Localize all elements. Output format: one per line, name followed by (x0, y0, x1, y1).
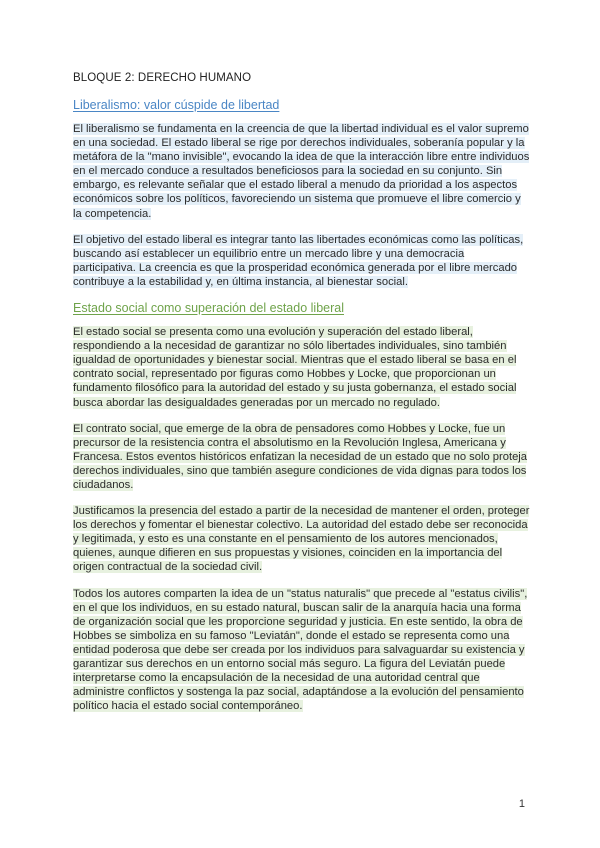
highlighted-text: El estado social se presenta como una evolución y superación del estado liberal, respondiendo a la necesidad de garantizar no sólo libertades individuales, sino también igualdad de oportunidades y bienestar social. Mientras que el estado liberal se basa en el contrato social, representado por figuras como Hobbes y Locke, que proporcionan un fundamento filosófico para la autoridad del estado y su justa gobernanza, el estado social busca abordar las desigualdades generadas por un mercado no regulado. (73, 326, 517, 409)
paragraph (73, 325, 530, 410)
highlighted-text: Todos los autores comparten la idea de un "status naturalis" que precede al "estatus civilis", en el que los individuos, en su estado natural, buscan salir de la anarquía hacia una forma de organización social que les proporcione seguridad y justicia. En este sentido, la obra de Hobbes se simboliza en su famoso "Leviatán", donde el estado se representa como una entidad poderosa que debe ser creada por los individuos para salvaguardar su existencia y garantizar sus derechos en un entorno social más seguro. La figura del Leviatán puede interpretarse como la encapsulación de la necesidad de una autoridad central que administre conflictos y sostenga la paz social, adaptándose a la evolución del pensamiento político hacia el estado social contemporáneo. (73, 587, 528, 713)
highlighted-text: El liberalismo se fundamenta en la creencia de que la libertad individual es el valor supremo en una sociedad. El estado liberal se rige por derechos individuales, soberanía popular y la metáfora de la "mano invisible", evocando la idea de que la interacción libre entre individuos en el mercado conduce a resultados beneficiosos para la sociedad en su conjunto. Sin embargo, es relevante señalar que el estado liberal a menudo da prioridad a los aspectos económicos sobre los políticos, favoreciendo un sistema que promueve el libre comercio y la competencia. (73, 123, 530, 220)
section-heading-estado-social: Estado social como superación del estado liberal (73, 301, 344, 316)
paragraph (73, 122, 530, 221)
document-title: BLOQUE 2: DERECHO HUMANO (73, 72, 252, 84)
paragraph (73, 504, 530, 574)
section-heading-liberalismo: Liberalismo: valor cúspide de libertad (73, 98, 280, 112)
highlighted-text: El objetivo del estado liberal es integrar tanto las libertades económicas como las políticas, buscando así establecer un equilibrio entre un mercado libre y una democracia participativa. La creencia es que la prosperidad económica generada por el libre mercado contribuye a la estabilidad y, en última instancia, al bienestar social. (73, 233, 524, 288)
paragraph (73, 233, 530, 289)
highlighted-text: El contrato social, que emerge de la obra de pensadores como Hobbes y Locke, fue un precursor de la resistencia contra el absolutismo en la Revolución Inglesa, Americana y Francesa. Estos eventos históricos enfatizan la necesidad de un estado que no solo proteja derechos individuales, sino que también asegure condiciones de vida dignas para todos los ciudadanos. (73, 422, 528, 491)
page-number: 1 (518, 798, 525, 810)
paragraph (73, 587, 530, 714)
paragraph (73, 422, 530, 492)
highlighted-text: Justificamos la presencia del estado a partir de la necesidad de mantener el orden, proteger los derechos y fomentar el bienestar colectivo. La autoridad del estado debe ser reconocida y legitimada, y esto es una constante en el pensamiento de los autores mencionados, quienes, aunque difieren en sus propuestas y visiones, coinciden en la importancia del origen contractual de la sociedad civil. (73, 505, 530, 574)
